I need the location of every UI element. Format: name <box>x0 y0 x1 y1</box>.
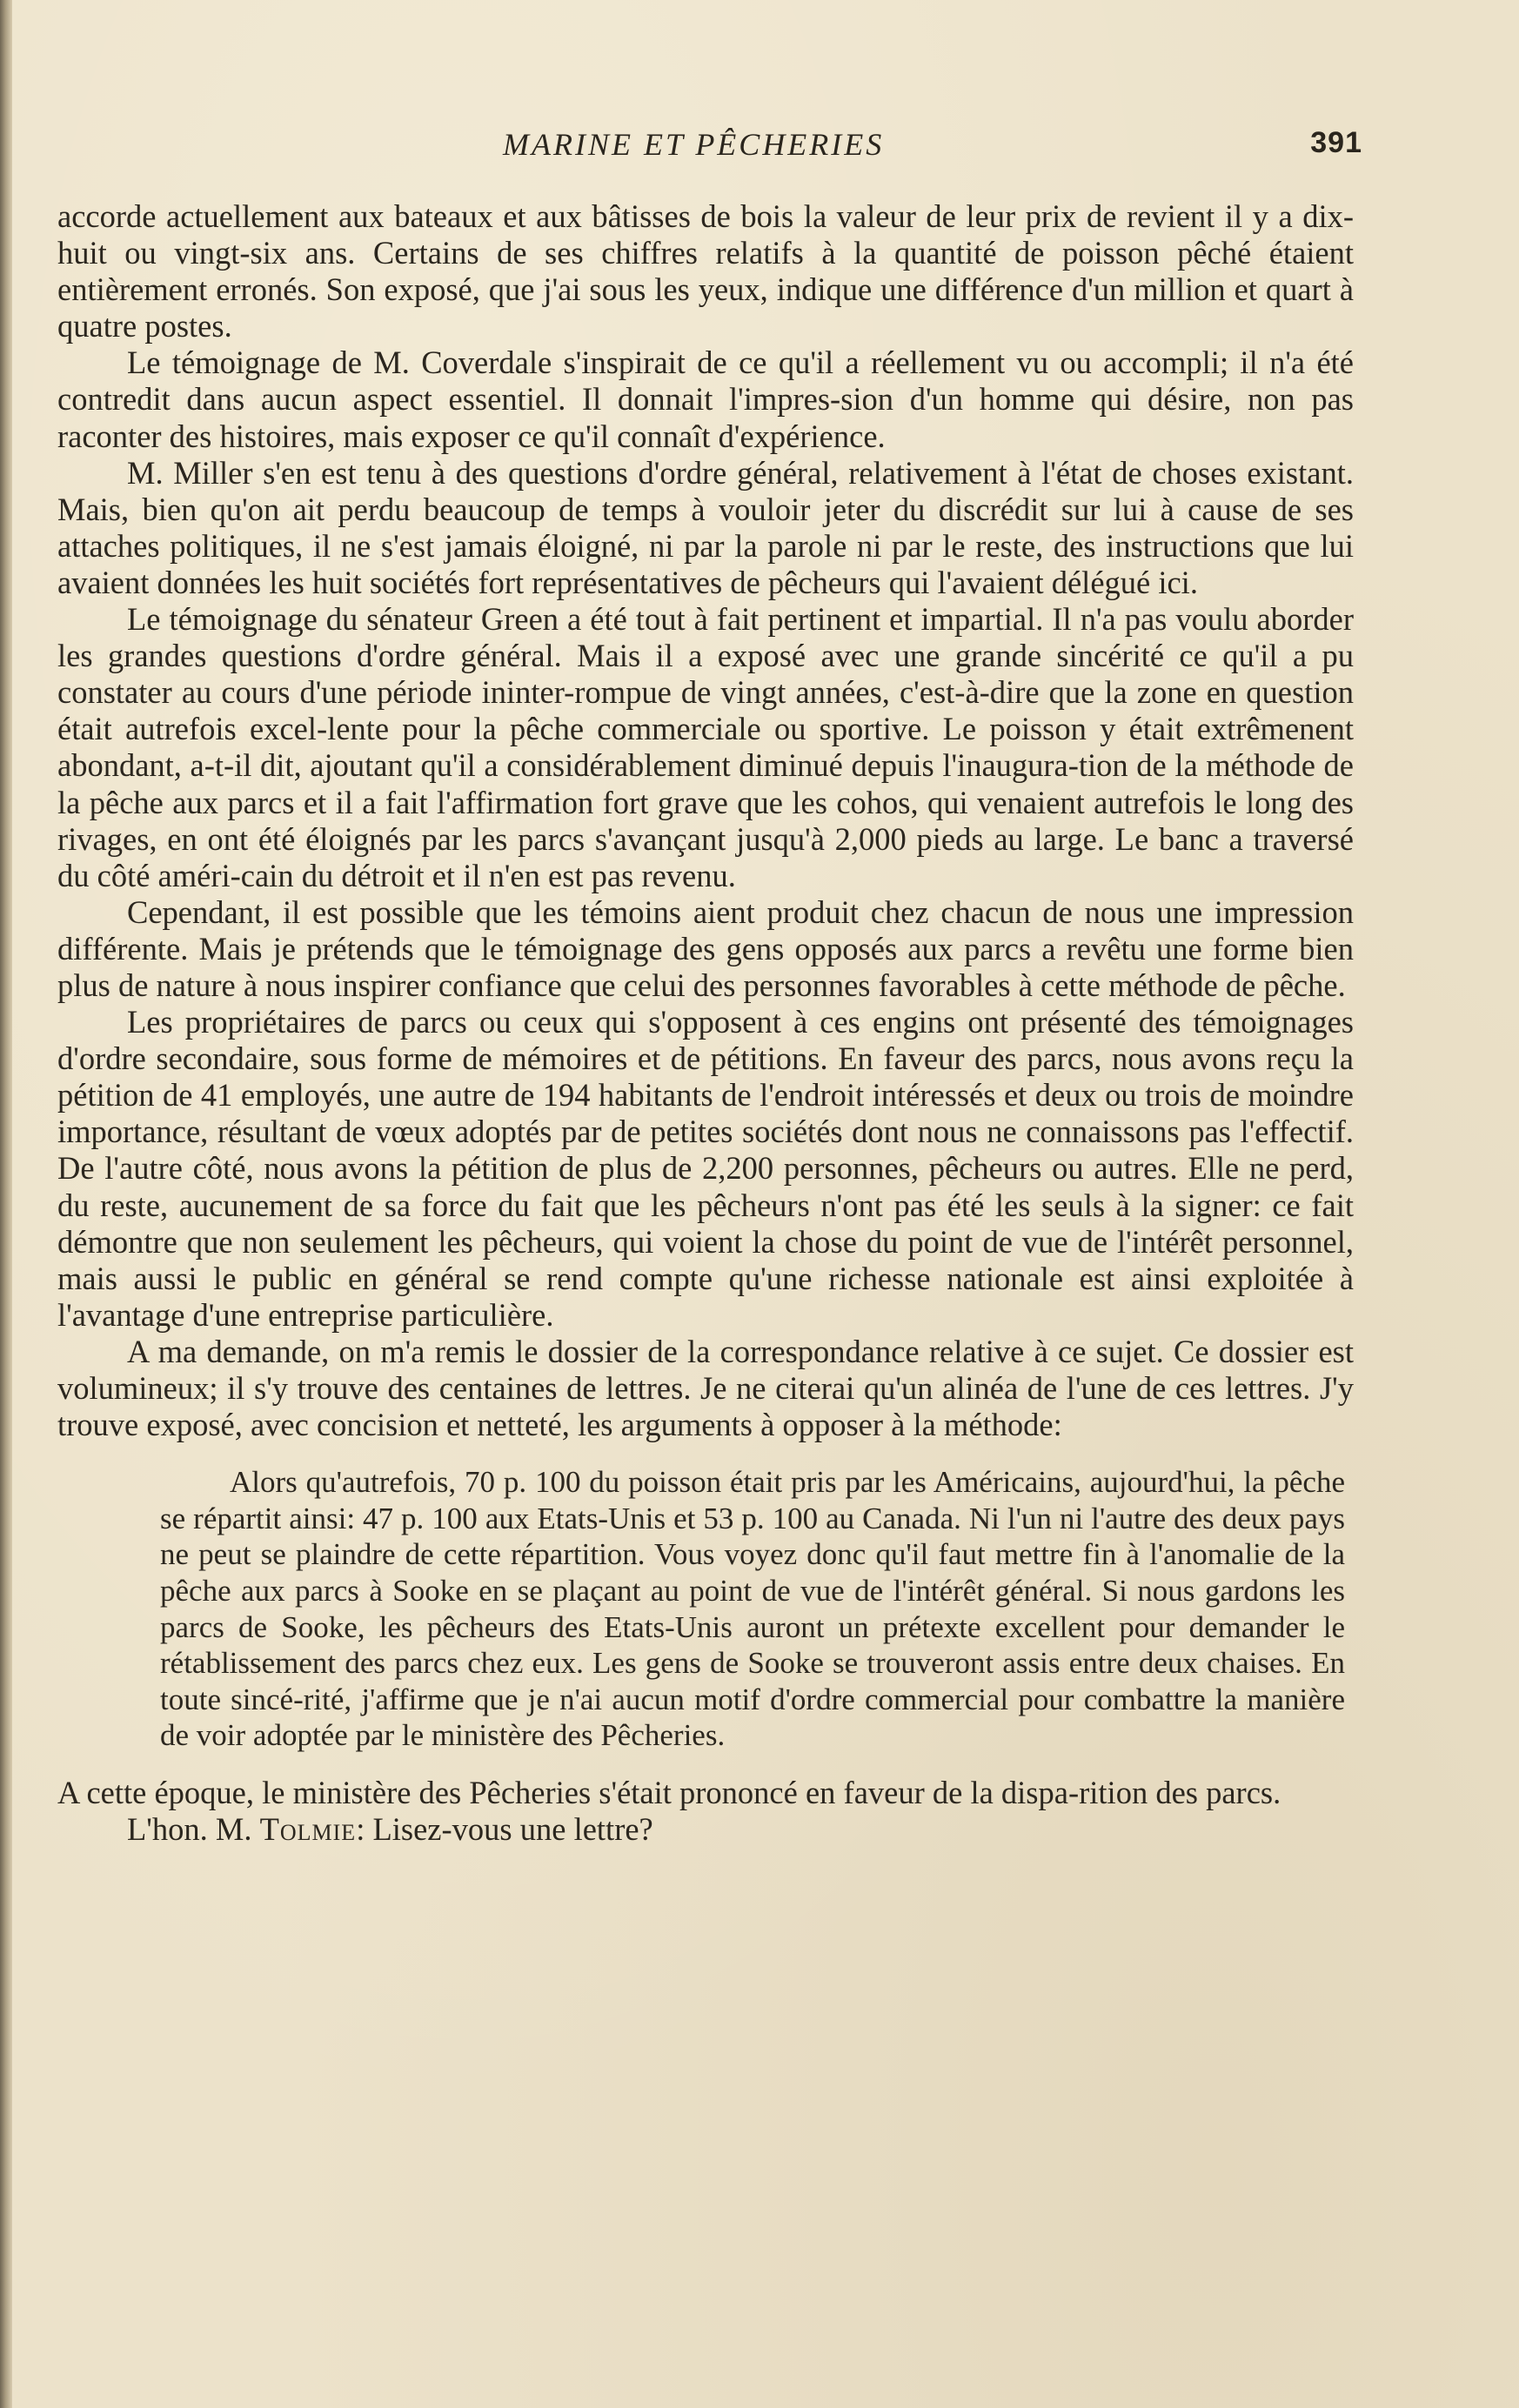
paragraph: Cependant, il est possible que les témoins aient produit chez chacun de nous une impression différente. Mais je prétends que le témoignage des gens opposés aux parcs a revêtu une forme bien plus de nature à nous inspirer confiance que celui des personnes favorables à cette méthode de pêche. <box>57 893 1354 1003</box>
paragraph: Le témoignage du sénateur Green a été tout à fait pertinent et impartial. Il n'a pas voulu aborder les grandes questions d'ordre général. Mais il a exposé avec une grande sincérité ce qu'il a pu constater au cours d'une période ininter-rompue de vingt années, c'est-à-dire que la zone en question était autrefois excel-lente pour la pêche commerciale ou sportive. Le poisson y était extrêmenent abondant, a-t-il dit, ajoutant qu'il a considérablement diminué depuis l'inaugura-tion de la méthode de la pêche aux parcs et il a fait l'affirmation fort grave que les cohos, qui venaient autrefois le long des rivages, en ont été éloignés par les parcs s'avançant jusqu'à 2,000 pieds au large. Le banc a traversé du côté améri-cain du détroit et il n'en est pas revenu. <box>57 601 1354 893</box>
page-header <box>57 126 1362 170</box>
block-quote: Alors qu'autrefois, 70 p. 100 du poisson était pris par les Américains, aujourd'hui, la pêche se répartit ainsi: 47 p. 100 aux Etats-Unis et 53 p. 100 au Canada. Ni l'un ni l'autre des deux pays ne peut se plaindre de cette répartition. Vous voyez donc qu'il faut mettre fin à l'anomalie de la pêche aux parcs à Sooke en se plaçant au point de vue de l'intérêt général. Si nous gardons les parcs de Sooke, les pêcheurs des Etats-Unis auront un prétexte excellent pour demander le rétablissement des parcs chez eux. Les gens de Sooke se trouveront assis entre deux chaises. En toute sincé-rité, j'affirme que je n'ai aucun motif d'ordre commercial pour combattre la manière de voir adoptée par le ministère des Pêcheries. <box>160 1465 1345 1753</box>
paragraph: M. Miller s'en est tenu à des questions d'ordre général, relativement à l'état de choses existant. Mais, bien qu'on ait perdu beaucoup de temps à vouloir jeter du discrédit sur lui à cause de ses attaches politiques, il ne s'est jamais éloigné, ni par la parole ni par le reste, des instructions que lui avaient données les huit sociétés fort représentatives de pêcheurs qui l'avaient délégué ici. <box>57 454 1354 600</box>
speaker-prefix: L'hon. M. <box>127 1811 252 1848</box>
paragraph: A ma demande, on m'a remis le dossier de la correspondance relative à ce sujet. Ce dossier est volumineux; il s'y trouve des centaines de lettres. Je ne citerai qu'un alinéa de l'une de ces lettres. J'y trouve exposé, avec concision et netteté, les arguments à opposer à la méthode: <box>57 1333 1354 1443</box>
speaker-question: : Lisez-vous une lettre? <box>356 1811 653 1848</box>
paragraph: Le témoignage de M. Coverdale s'inspirait de ce qu'il a réellement vu ou accompli; il n'a été contredit dans aucun aspect essentiel. Il donnait l'impres-sion d'un homme qui désire, non pas raconter des histoires, mais exposer ce qu'il connaît d'expérience. <box>57 344 1354 454</box>
body-text <box>57 198 1354 1848</box>
speaker-line <box>57 1811 1354 1848</box>
speaker-name: Tolmie <box>259 1811 357 1848</box>
paragraph-after-quote: A cette époque, le ministère des Pêcheries s'était prononcé en faveur de la dispa-rition des parcs. <box>57 1774 1281 1810</box>
page-binding-edge <box>0 0 12 2408</box>
page-number: 391 <box>1310 126 1362 159</box>
paragraph: Les propriétaires de parcs ou ceux qui s'opposent à ces engins ont présenté des témoignages d'ordre secondaire, sous forme de mémoires et de pétitions. En faveur des parcs, nous avons reçu la pétition de 41 employés, une autre de 194 habitants de l'endroit intéressés et deux ou trois de moindre importance, résultant de vœux adoptés par de petites sociétés dont nous ne connaissons pas l'effectif. De l'autre côté, nous avons la pétition de plus de 2,200 personnes, pêcheurs ou autres. Elle ne perd, du reste, aucunement de sa force du fait que les pêcheurs n'ont pas été les seuls à la signer: ce fait démontre que non seulement les pêcheurs, qui voient la chose du point de vue de l'intérêt personnel, mais aussi le public en général se rend compte qu'une richesse nationale est ainsi exploitée à l'avantage d'une entreprise particulière. <box>57 1004 1354 1333</box>
paragraph-continued: accorde actuellement aux bateaux et aux bâtisses de bois la valeur de leur prix de revient il y a dix-huit ou vingt-six ans. Certains de ses chiffres relatifs à la quantité de poisson pêché étaient entièrement erronés. Son exposé, que j'ai sous les yeux, indique une différence d'un million et quart à quatre postes. <box>57 198 1354 344</box>
running-title: MARINE ET PÊCHERIES <box>503 127 885 162</box>
